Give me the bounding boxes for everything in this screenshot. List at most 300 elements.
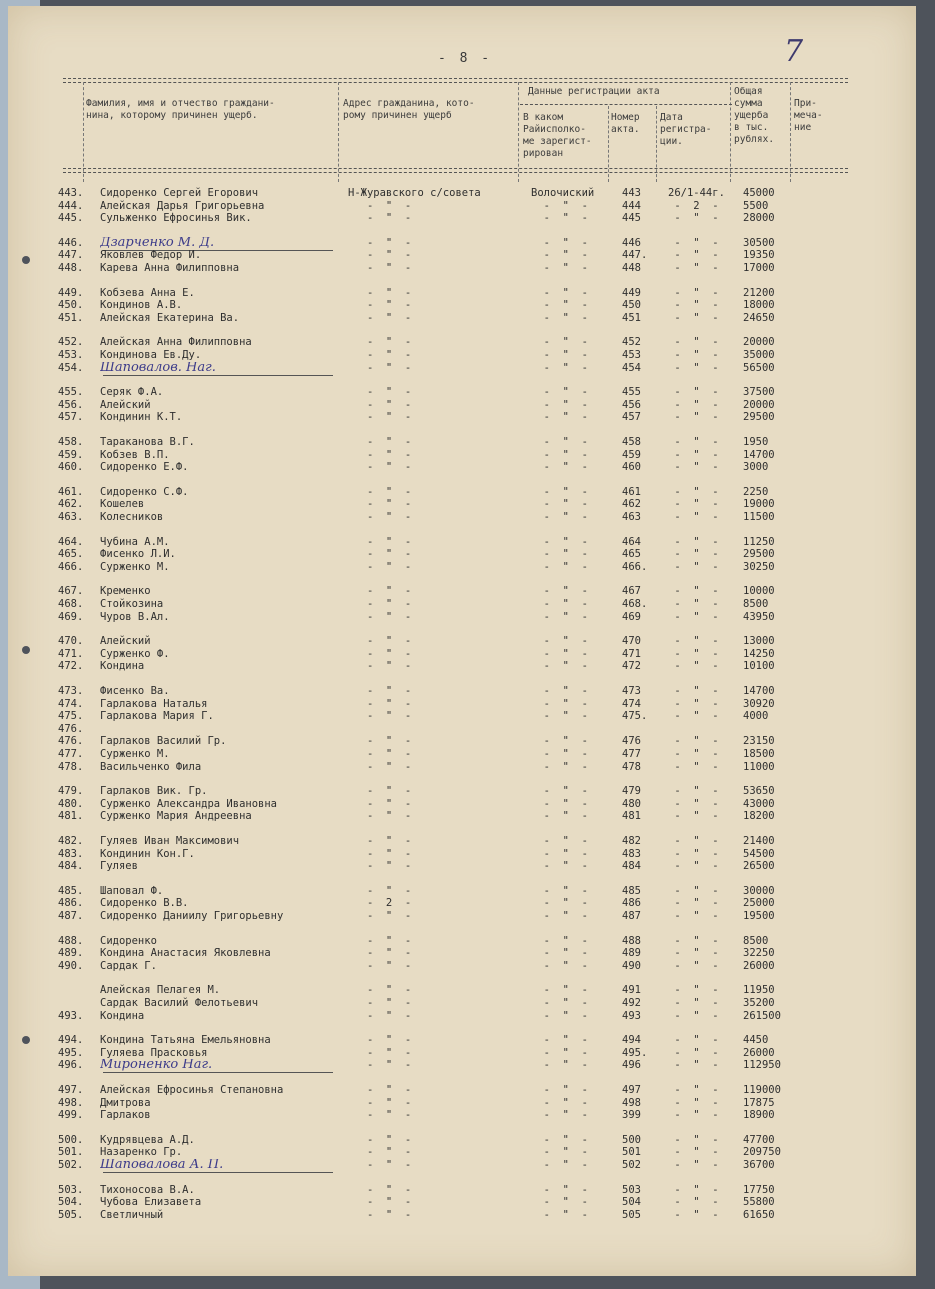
row-date: - " - [668,997,719,1009]
row-act-number: 459 [622,448,641,461]
table-row [8,1134,916,1146]
row-number: 469. [58,610,84,623]
row-number: 444. [58,199,84,212]
row-sum: 56500 [743,361,775,374]
row-name: Кременко [100,585,151,598]
table-row [8,461,916,473]
table-row [8,748,916,760]
row-address: - " - [348,984,412,997]
row-address: - " - [348,748,412,760]
row-act-number: 478 [622,760,641,773]
row-date: - " - [668,835,719,847]
row-address: - " - [348,959,412,972]
reg-subheader-rule [520,104,732,105]
row-registry: - " - [531,810,588,823]
row-registry: - " - [531,262,588,274]
row-date: - " - [668,934,719,947]
row-act-number: 457 [622,411,641,424]
table-row [8,585,916,597]
row-number: 458. [58,436,84,448]
table-row [8,262,916,274]
row-registry: - " - [531,1196,588,1209]
table-row [8,810,916,822]
row-act-number: 446 [622,236,641,249]
row-address: - " - [348,735,412,748]
row-registry: - " - [531,411,588,424]
row-act-number: 467 [622,585,641,598]
row-act-number: 484 [622,860,641,873]
row-number: 447. [58,249,84,262]
row-address: - " - [348,299,412,312]
row-address: - " - [348,1084,412,1096]
row-address: - " - [348,535,412,548]
row-number: 484. [58,860,84,873]
row-name: Гарлаков [100,1109,151,1122]
row-date: - " - [668,548,719,561]
row-address: - " - [348,598,412,610]
table-row [8,798,916,810]
row-sum: 8500 [743,934,769,947]
row-address: - " - [348,436,412,448]
row-registry: - " - [531,860,588,873]
table-row [8,735,916,747]
table-row [8,362,916,374]
table-row [8,511,916,523]
row-number: 456. [58,398,84,411]
row-date: - " - [668,1183,719,1196]
row-address: - " - [348,411,412,424]
row-date: - " - [668,1059,719,1072]
row-act-number: 481 [622,810,641,823]
row-date: - " - [668,647,719,660]
table-row [8,611,916,623]
row-address: - " - [348,1096,412,1109]
row-sum: 11500 [743,511,775,523]
row-address: - " - [348,1059,412,1072]
row-name: Шаповал Ф. [100,884,164,897]
row-address: - " - [348,810,412,823]
row-name: Алейская Екатерина Ва. [100,311,240,324]
row-act-number: 444 [622,199,641,212]
row-date: - " - [668,249,719,262]
row-sum: 17750 [743,1183,775,1196]
row-number: 461. [58,485,84,498]
row-number: 467. [58,585,84,598]
table-row [8,386,916,398]
row-number: 455. [58,386,84,399]
row-sum: 3000 [743,461,769,474]
column-divider [83,82,84,182]
row-address: - " - [348,1109,412,1122]
row-name: Чубова Елизавета [100,1196,202,1209]
row-number: 477. [58,748,84,760]
row-act-number: 449 [622,286,641,299]
row-number: 471. [58,647,84,660]
column-divider [730,82,731,182]
row-date: - " - [668,560,719,573]
row-registry: - " - [531,760,588,773]
row-address: - " - [348,947,412,960]
row-number: 482. [58,835,84,847]
row-name: Фисенко Л.И. [100,548,176,561]
row-address: - " - [348,212,412,225]
table-row [8,710,916,722]
row-registry: - " - [531,535,588,548]
header-reg-date: Дата регистра- ции. [660,112,712,147]
row-registry: - " - [531,1183,588,1196]
row-act-number: 489 [622,947,641,960]
row-sum: 4000 [743,710,769,723]
row-date: - " - [668,1208,719,1221]
row-name: Сидоренко С.Ф. [100,485,189,498]
row-act-number: 480 [622,797,641,810]
row-date: - " - [668,860,719,873]
row-name: Карева Анна Филипповна [100,262,240,274]
row-registry: - " - [531,847,588,860]
row-sum: 54500 [743,847,775,860]
row-number: 489. [58,947,84,960]
row-name: Дмитрова [100,1096,151,1109]
table-row [8,336,916,348]
row-address: - " - [348,635,412,648]
row-registry: - " - [531,585,588,598]
row-number: 483. [58,847,84,860]
row-registry: - " - [531,785,588,798]
row-sum: 10100 [743,660,775,673]
row-act-number: 501 [622,1146,641,1159]
table-row [8,536,916,548]
row-number: 502. [58,1159,84,1171]
row-date: 26/1-44г. [668,187,725,199]
row-act-number: 454 [622,361,641,374]
row-date: - 2 - [668,199,719,212]
row-name: Кондина [100,1009,145,1022]
row-name: Чуров В.Ал. [100,610,170,623]
row-registry: - " - [531,647,588,660]
row-name: Серяк Ф.А. [100,386,164,399]
row-act-number: 486 [622,897,641,910]
row-sum: 17875 [743,1096,775,1109]
row-number: 443. [58,187,84,199]
row-name: Колесников [100,511,164,523]
row-address: - " - [348,1183,412,1196]
row-registry: - " - [531,748,588,760]
row-name: Кондинова Ев.Ду. [100,349,202,361]
row-registry: - " - [531,1084,588,1096]
table-row [8,723,916,735]
table-row [8,187,916,199]
row-sum: 25000 [743,897,775,910]
row-sum: 19500 [743,910,775,922]
row-date: - " - [668,1009,719,1022]
row-sum: 18000 [743,299,775,312]
table-row [8,698,916,710]
row-name: Гарлаков Вик. Гр. [100,785,208,798]
row-number: 504. [58,1196,84,1209]
row-address: - " - [348,1159,412,1171]
table-row [8,1209,916,1221]
row-act-number: 458 [622,436,641,448]
row-date: - " - [668,598,719,610]
row-date: - " - [668,897,719,910]
row-date: - " - [668,236,719,249]
row-number: 487. [58,910,84,922]
row-act-number: 468. [622,598,648,610]
row-number: 457. [58,411,84,424]
row-sum: 30920 [743,697,775,710]
row-number: 501. [58,1146,84,1159]
row-number: 505. [58,1208,84,1221]
row-name: Сидоренко Даниилу Григорьевну [100,910,284,922]
row-sum: 21200 [743,286,775,299]
row-sum: 53650 [743,785,775,798]
row-date: - " - [668,436,719,448]
row-number: 449. [58,286,84,299]
row-registry: - " - [531,299,588,312]
row-sum: 2250 [743,485,769,498]
table-row [8,598,916,610]
row-number: 452. [58,336,84,349]
row-number: 486. [58,897,84,910]
row-registry: - " - [531,1034,588,1047]
table-row [8,548,916,560]
row-act-number: 494 [622,1034,641,1047]
row-name: Сидоренко В.В. [100,897,189,910]
table-row [8,498,916,510]
row-registry: - " - [531,697,588,710]
row-name: Алейский [100,398,151,411]
row-name: Яковлев Федор И. [100,249,202,262]
row-name: Кондина Анастасия Яковлевна [100,947,271,960]
row-name: Чубина А.М. [100,535,170,548]
handwritten-underline [103,1072,333,1073]
row-name: Кондинов А.В. [100,299,183,312]
table-row [8,1146,916,1158]
row-address: - " - [348,1208,412,1221]
table-row [8,449,916,461]
row-sum: 19350 [743,249,775,262]
row-registry: Волочиский [531,187,595,199]
header-act-number: Номер акта. [611,112,640,135]
row-name: Кондинин К.Т. [100,411,183,424]
row-sum: 18200 [743,810,775,823]
row-act-number: 491 [622,984,641,997]
row-act-number: 463 [622,511,641,523]
table-row [8,411,916,423]
row-date: - " - [668,212,719,225]
row-registry: - " - [531,311,588,324]
row-act-number: 470 [622,635,641,648]
row-sum: 11950 [743,984,775,997]
row-date: - " - [668,785,719,798]
table-row [8,436,916,448]
row-address: - " - [348,647,412,660]
row-act-number: 461 [622,485,641,498]
row-name: Шаповалова А. П. [100,1159,224,1171]
row-act-number: 399 [622,1109,641,1122]
row-date: - " - [668,1133,719,1146]
row-address: - " - [348,361,412,374]
row-number: 459. [58,448,84,461]
row-sum: 30000 [743,884,775,897]
row-address: - " - [348,660,412,673]
row-address: - " - [348,1133,412,1146]
table-row [8,947,916,959]
row-number: 470. [58,635,84,648]
row-act-number: 492 [622,997,641,1009]
column-divider [790,82,791,182]
table-row [8,897,916,909]
row-registry: - " - [531,997,588,1009]
row-number: 464. [58,535,84,548]
row-address: - " - [348,336,412,349]
row-address: - " - [348,1196,412,1209]
row-address: - " - [348,860,412,873]
column-divider [518,82,519,182]
row-sum: 112950 [743,1059,781,1072]
table-row [8,237,916,249]
row-act-number: 497 [622,1084,641,1096]
row-address: - " - [348,685,412,697]
row-address: - " - [348,461,412,474]
row-sum: 14700 [743,685,775,697]
row-number: 476. [58,735,84,748]
row-registry: - " - [531,349,588,361]
row-act-number: 466. [622,560,648,573]
row-name: Стойкозина [100,598,164,610]
row-name: Гарлаков Василий Гр. [100,735,227,748]
row-registry: - " - [531,797,588,810]
row-date: - " - [668,485,719,498]
column-divider [338,82,339,182]
table-row [8,761,916,773]
row-sum: 261500 [743,1009,781,1022]
table-row [8,785,916,797]
row-number: 495. [58,1046,84,1059]
row-act-number: 475. [622,710,648,723]
row-registry: - " - [531,398,588,411]
table-row [8,1196,916,1208]
row-address: - " - [348,249,412,262]
row-date: - " - [668,386,719,399]
row-sum: 26000 [743,1046,775,1059]
table-row [8,1010,916,1022]
row-date: - " - [668,1196,719,1209]
row-date: - " - [668,710,719,723]
row-number: 490. [58,959,84,972]
row-sum: 19000 [743,498,775,511]
row-date: - " - [668,635,719,648]
row-sum: 20000 [743,398,775,411]
row-registry: - " - [531,959,588,972]
row-date: - " - [668,1046,719,1059]
row-name: Гарлакова Мария Г. [100,710,214,723]
row-registry: - " - [531,598,588,610]
row-sum: 43950 [743,610,775,623]
row-date: - " - [668,1096,719,1109]
table-row [8,561,916,573]
row-sum: 45000 [743,187,775,199]
row-name: Гуляев [100,860,138,873]
row-name: Тараканова В.Г. [100,436,195,448]
row-date: - " - [668,1109,719,1122]
handwritten-page-number: 7 [784,34,804,69]
row-name: Сурженко Ф. [100,647,170,660]
row-name: Сульженко Ефросинья Вик. [100,212,252,225]
header-reg-where: В каком Райисполко- ме зарегист- рирован [523,112,592,159]
table-row [8,1184,916,1196]
row-registry: - " - [531,436,588,448]
row-act-number: 474 [622,697,641,710]
row-name: Сурженко М. [100,748,170,760]
row-address: - " - [348,1146,412,1159]
row-act-number: 443 [622,187,641,199]
row-address: Н-Журавского с/совета [348,187,481,199]
table-row [8,984,916,996]
table-row [8,1034,916,1046]
table-row [8,848,916,860]
row-date: - " - [668,947,719,960]
row-sum: 119000 [743,1084,781,1096]
row-name: Алейская Пелагея М. [100,984,221,997]
row-address: - " - [348,585,412,598]
row-date: - " - [668,1159,719,1171]
table-row [8,885,916,897]
row-sum: 10000 [743,585,775,598]
row-sum: 61650 [743,1208,775,1221]
table-row [8,1159,916,1171]
row-sum: 4450 [743,1034,769,1047]
row-date: - " - [668,735,719,748]
table-row [8,249,916,261]
row-act-number: 496 [622,1059,641,1072]
row-act-number: 485 [622,884,641,897]
row-registry: - " - [531,984,588,997]
row-registry: - " - [531,1159,588,1171]
row-act-number: 455 [622,386,641,399]
table-row [8,910,916,922]
row-address: - " - [348,560,412,573]
row-address: - " - [348,286,412,299]
row-sum: 14250 [743,647,775,660]
row-name: Сидоренко Е.Ф. [100,461,189,474]
row-date: - " - [668,697,719,710]
row-registry: - " - [531,897,588,910]
row-number: 500. [58,1133,84,1146]
row-address: - " - [348,710,412,723]
row-sum: 5500 [743,199,769,212]
row-date: - " - [668,760,719,773]
row-address: - " - [348,236,412,249]
column-divider [608,106,609,182]
row-registry: - " - [531,735,588,748]
row-number: 503. [58,1183,84,1196]
row-registry: - " - [531,361,588,374]
row-act-number: 504 [622,1196,641,1209]
row-registry: - " - [531,199,588,212]
row-address: - " - [348,262,412,274]
row-sum: 37500 [743,386,775,399]
row-date: - " - [668,1084,719,1096]
row-act-number: 482 [622,835,641,847]
handwritten-underline [103,375,333,376]
row-date: - " - [668,411,719,424]
row-date: - " - [668,498,719,511]
row-name: Сурженко М. [100,560,170,573]
row-date: - " - [668,959,719,972]
row-address: - " - [348,448,412,461]
row-name: Сурженко Мария Андреевна [100,810,252,823]
